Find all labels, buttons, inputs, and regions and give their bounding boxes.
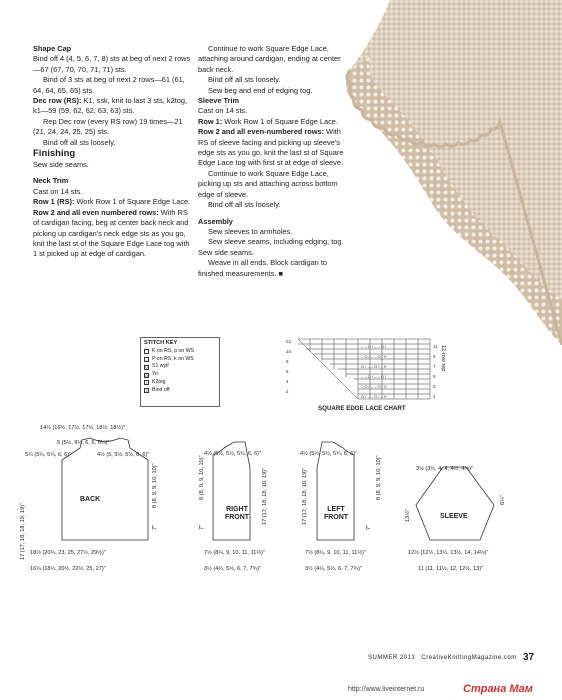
- left-front-dim-side-left: 17 (17, 18, 18, 19, 19)": [302, 467, 308, 525]
- sleeve-dim-bottom1: 12½ (12½, 13½, 13½, 14, 14½)": [408, 550, 489, 556]
- neck-trim-heading: Neck Trim: [33, 176, 69, 186]
- right-p2: Bind off all sts loosely.: [208, 75, 281, 85]
- chart-row-num: 7: [433, 364, 436, 369]
- right-p11: Weave in all ends. Block cardigan to finished measurements. ■: [198, 258, 328, 278]
- dec-row-label: Dec row (RS):: [33, 96, 82, 106]
- chart-row-num: 10: [286, 349, 292, 354]
- issue-label: SUMMER 2013: [368, 655, 416, 661]
- key-symbol: /: [145, 380, 148, 386]
- key-label: Bind off: [152, 386, 170, 393]
- sleeve-row1-label: Row 1:: [198, 116, 223, 126]
- key-item: [144, 387, 216, 395]
- key-symbol: V: [145, 364, 148, 370]
- right-front-dim-side-lower: 7": [199, 524, 205, 530]
- svg-text:O / – – O / – V: O / – – O / – V: [361, 364, 387, 369]
- chart-row-num: 3: [433, 384, 436, 389]
- key-symbol: –: [145, 356, 148, 362]
- left-front-dim-side-lower: 7": [366, 524, 372, 530]
- key-item: [144, 379, 216, 387]
- sleeve-label: SLEEVE: [440, 513, 468, 520]
- neck-row1-label: Row 1 (RS):: [33, 197, 75, 207]
- finishing-p6: Sew side seams.: [33, 160, 89, 170]
- left-front-label: LEFT FRONT: [323, 506, 349, 521]
- right-front-dim-side-left: 8 (8, 9, 9, 10, 10)": [199, 455, 205, 500]
- back-dim-side-lower: 7": [152, 524, 158, 530]
- back-dim-top3: 5¼ (5¼, 5¼, 6, 6)": [25, 452, 72, 458]
- sleeve-shape: [416, 467, 494, 540]
- page-footer: [368, 655, 517, 661]
- right-p10: Sew sleeve seams, including edging, tog. Sew side seams.: [198, 237, 344, 257]
- chart-row-num: 8: [286, 359, 289, 364]
- sleeve-dim-side-left: 13½": [405, 509, 411, 522]
- chart-row-num: 6: [286, 369, 289, 374]
- svg-text:– O / – – O / V: – O / – – O / V: [361, 354, 387, 359]
- svg-text:– O / – – O / V: – O / – – O / V: [361, 384, 387, 389]
- back-dim-top4: 4½ (5, 5½, 5½, 6, 6)": [97, 452, 150, 458]
- key-label: Yo: [152, 371, 158, 378]
- back-dim-bottom1: 18½ (20¼, 23, 25, 27½, 29½)": [30, 550, 106, 556]
- sleeve-row2-label: Row 2 and all even-numbered rows:: [198, 127, 325, 137]
- back-dim-top1: 14½ (16½, 17½, 17½, 18½, 18½)": [40, 425, 126, 431]
- shape-cap-heading: Shape Cap: [33, 44, 72, 53]
- chart-row-num: 4: [286, 379, 289, 384]
- left-front-dim-top: 4½ (5½, 5½, 5¾, 6, 6)": [300, 451, 358, 457]
- sleeve-dim-top: 3½ (3½, 4, 4, 4½, 4½)": [416, 466, 474, 472]
- key-item: [144, 356, 216, 364]
- left-front-dim-side-right: 8 (8, 9, 9, 10, 10)": [376, 455, 382, 500]
- right-front-dim-bottom2: 3½ (4½, 5½, 6, 7, 7¾)": [204, 566, 262, 572]
- right-front-dim-top: 4½ (5½, 5½, 5¾, 6, 6)": [204, 451, 262, 457]
- key-symbol: O: [145, 372, 149, 378]
- neck-p7: Cast on 14 sts.: [33, 186, 83, 196]
- right-front-dim-side-right: 17 (17, 18, 18, 19, 19)": [262, 467, 268, 525]
- sleeve-row1-text: Work Row 1 of Square Edge Lace.: [222, 116, 338, 126]
- chart-row-num: 5: [433, 374, 436, 379]
- key-label: K2tog: [152, 378, 166, 385]
- neck-row2-text: With RS of cardigan facing, beg at center back neck and picking up cardigan's neck edge sts as you go, knit the last st of the Square Edge Lace tog with 1 st picked up at edge of cardigan.: [33, 207, 190, 259]
- back-dim-top2: 5 (5½, 6½, 6, 6, 6¼)": [57, 440, 110, 446]
- lace-chart: [284, 337, 442, 403]
- right-p4: Cast on 14 sts.: [198, 106, 248, 116]
- right-p3: Sew beg and end of edging tog.: [208, 85, 313, 95]
- stitch-key: [140, 337, 220, 407]
- sleeve-dim-bottom2: 11 (11, 11½, 12, 12½, 13)": [418, 566, 484, 572]
- key-symbol: •: [145, 388, 148, 394]
- right-p9: Sew sleeves to armholes.: [208, 226, 293, 236]
- key-symbol: [144, 349, 149, 354]
- shape-cap-p4: Rep Dec row (every RS row) 19 times—21 (21, 24, 24, 25, 25) sts.: [33, 116, 183, 137]
- right-front-label: RIGHT FRONT: [224, 506, 250, 521]
- shape-cap-p1: Bind off 4 (4, 5, 6, 7, 8) sts at beg of next 2 rows—67 (67, 70, 70, 71, 71) sts.: [33, 54, 191, 74]
- back-dim-bottom2: 16¼ (18½, 20½, 22½, 25, 27)": [30, 566, 106, 572]
- right-front-dim-bottom1: 7½ (8¼, 9, 10, 11, 11½)": [204, 550, 265, 556]
- shape-cap-p2: Bind of 3 sts at beg of next 2 rows—61 (61, 64, 64, 65, 65) sts.: [33, 75, 185, 95]
- right-p7: Continue to work Square Edge Lace, picking up sts and attaching across bottom edge of sleeve.: [198, 168, 338, 199]
- knit-photo: [330, 0, 562, 345]
- back-dim-side-left: 17 (17, 18, 18, 19, 19)": [20, 502, 26, 560]
- left-front-dim-bottom1: 7½ (8¼, 9, 10, 11, 11½)": [305, 550, 366, 556]
- key-item: [144, 371, 216, 379]
- chart-row-num: 9: [433, 354, 436, 359]
- stitch-key-title: STITCH KEY: [144, 340, 178, 346]
- right-p8: Bind off all sts loosely.: [208, 200, 281, 210]
- sleeve-row2-text: With RS of sleeve facing and picking up sleeve's edge sts as you go, knit the last st of Square Edge Lace tog with first st at edge of sleeve.: [198, 127, 344, 168]
- svg-text:O / – – O / – V: O / – – O / – V: [361, 394, 387, 399]
- key-label: K on RS, p on WS: [152, 347, 195, 354]
- key-item: [144, 348, 216, 356]
- source-url-link[interactable]: http://www.liveinternet.ru: [348, 686, 425, 693]
- neck-row2-label: Row 2 and all even numbered rows:: [33, 207, 159, 217]
- key-item: [144, 363, 216, 371]
- dec-row-text: K1, ssk, knit to last 3 sts, k2tog, k1—59 (59, 62, 62, 63, 63) sts.: [33, 96, 188, 116]
- right-column: [198, 44, 350, 279]
- key-label: P on RS, k on WS: [152, 355, 194, 362]
- chart-row-num: 1: [433, 394, 436, 399]
- chart-row-num: 2: [286, 389, 289, 394]
- chart-rep-label: 12-row rep: [440, 345, 446, 372]
- svg-text:– – O / – – O /: – – O / – – O /: [361, 374, 387, 379]
- watermark: Страна Мам: [463, 683, 533, 695]
- left-front-dim-bottom2: 3½ (4¼, 5½, 6, 7, 7¾)": [305, 566, 363, 572]
- site-label: CreativeKnittingMagazine.com: [421, 655, 517, 661]
- assembly-heading: Assembly: [198, 216, 233, 226]
- back-label: BACK: [80, 496, 101, 503]
- back-dim-side-upper: 8 (8, 9, 9, 10, 10)": [152, 463, 158, 508]
- lace-chart-title: SQUARE EDGE LACE CHART: [318, 405, 406, 412]
- page-number: 37: [523, 652, 535, 663]
- right-p1: Continue to work Square Edge Lace, attaching around cardigan, ending at center back neck.: [198, 44, 341, 74]
- finishing-heading: Finishing: [33, 148, 76, 160]
- sleeve-trim-heading: Sleeve Trim: [198, 96, 240, 106]
- sleeve-dim-side-right: 6¼": [500, 495, 506, 505]
- chart-row-num: 11: [433, 344, 438, 349]
- svg-text:– – O / – – O /: – – O / – – O /: [361, 344, 387, 349]
- key-label: S1 wyif: [152, 363, 169, 370]
- neck-row1-text: Work Row 1 of Square Edge Lace.: [74, 197, 191, 207]
- chart-row-num: 12: [286, 339, 292, 344]
- left-column: [33, 44, 191, 260]
- shape-cap-p5: Bind off all sts loosely.: [43, 137, 116, 147]
